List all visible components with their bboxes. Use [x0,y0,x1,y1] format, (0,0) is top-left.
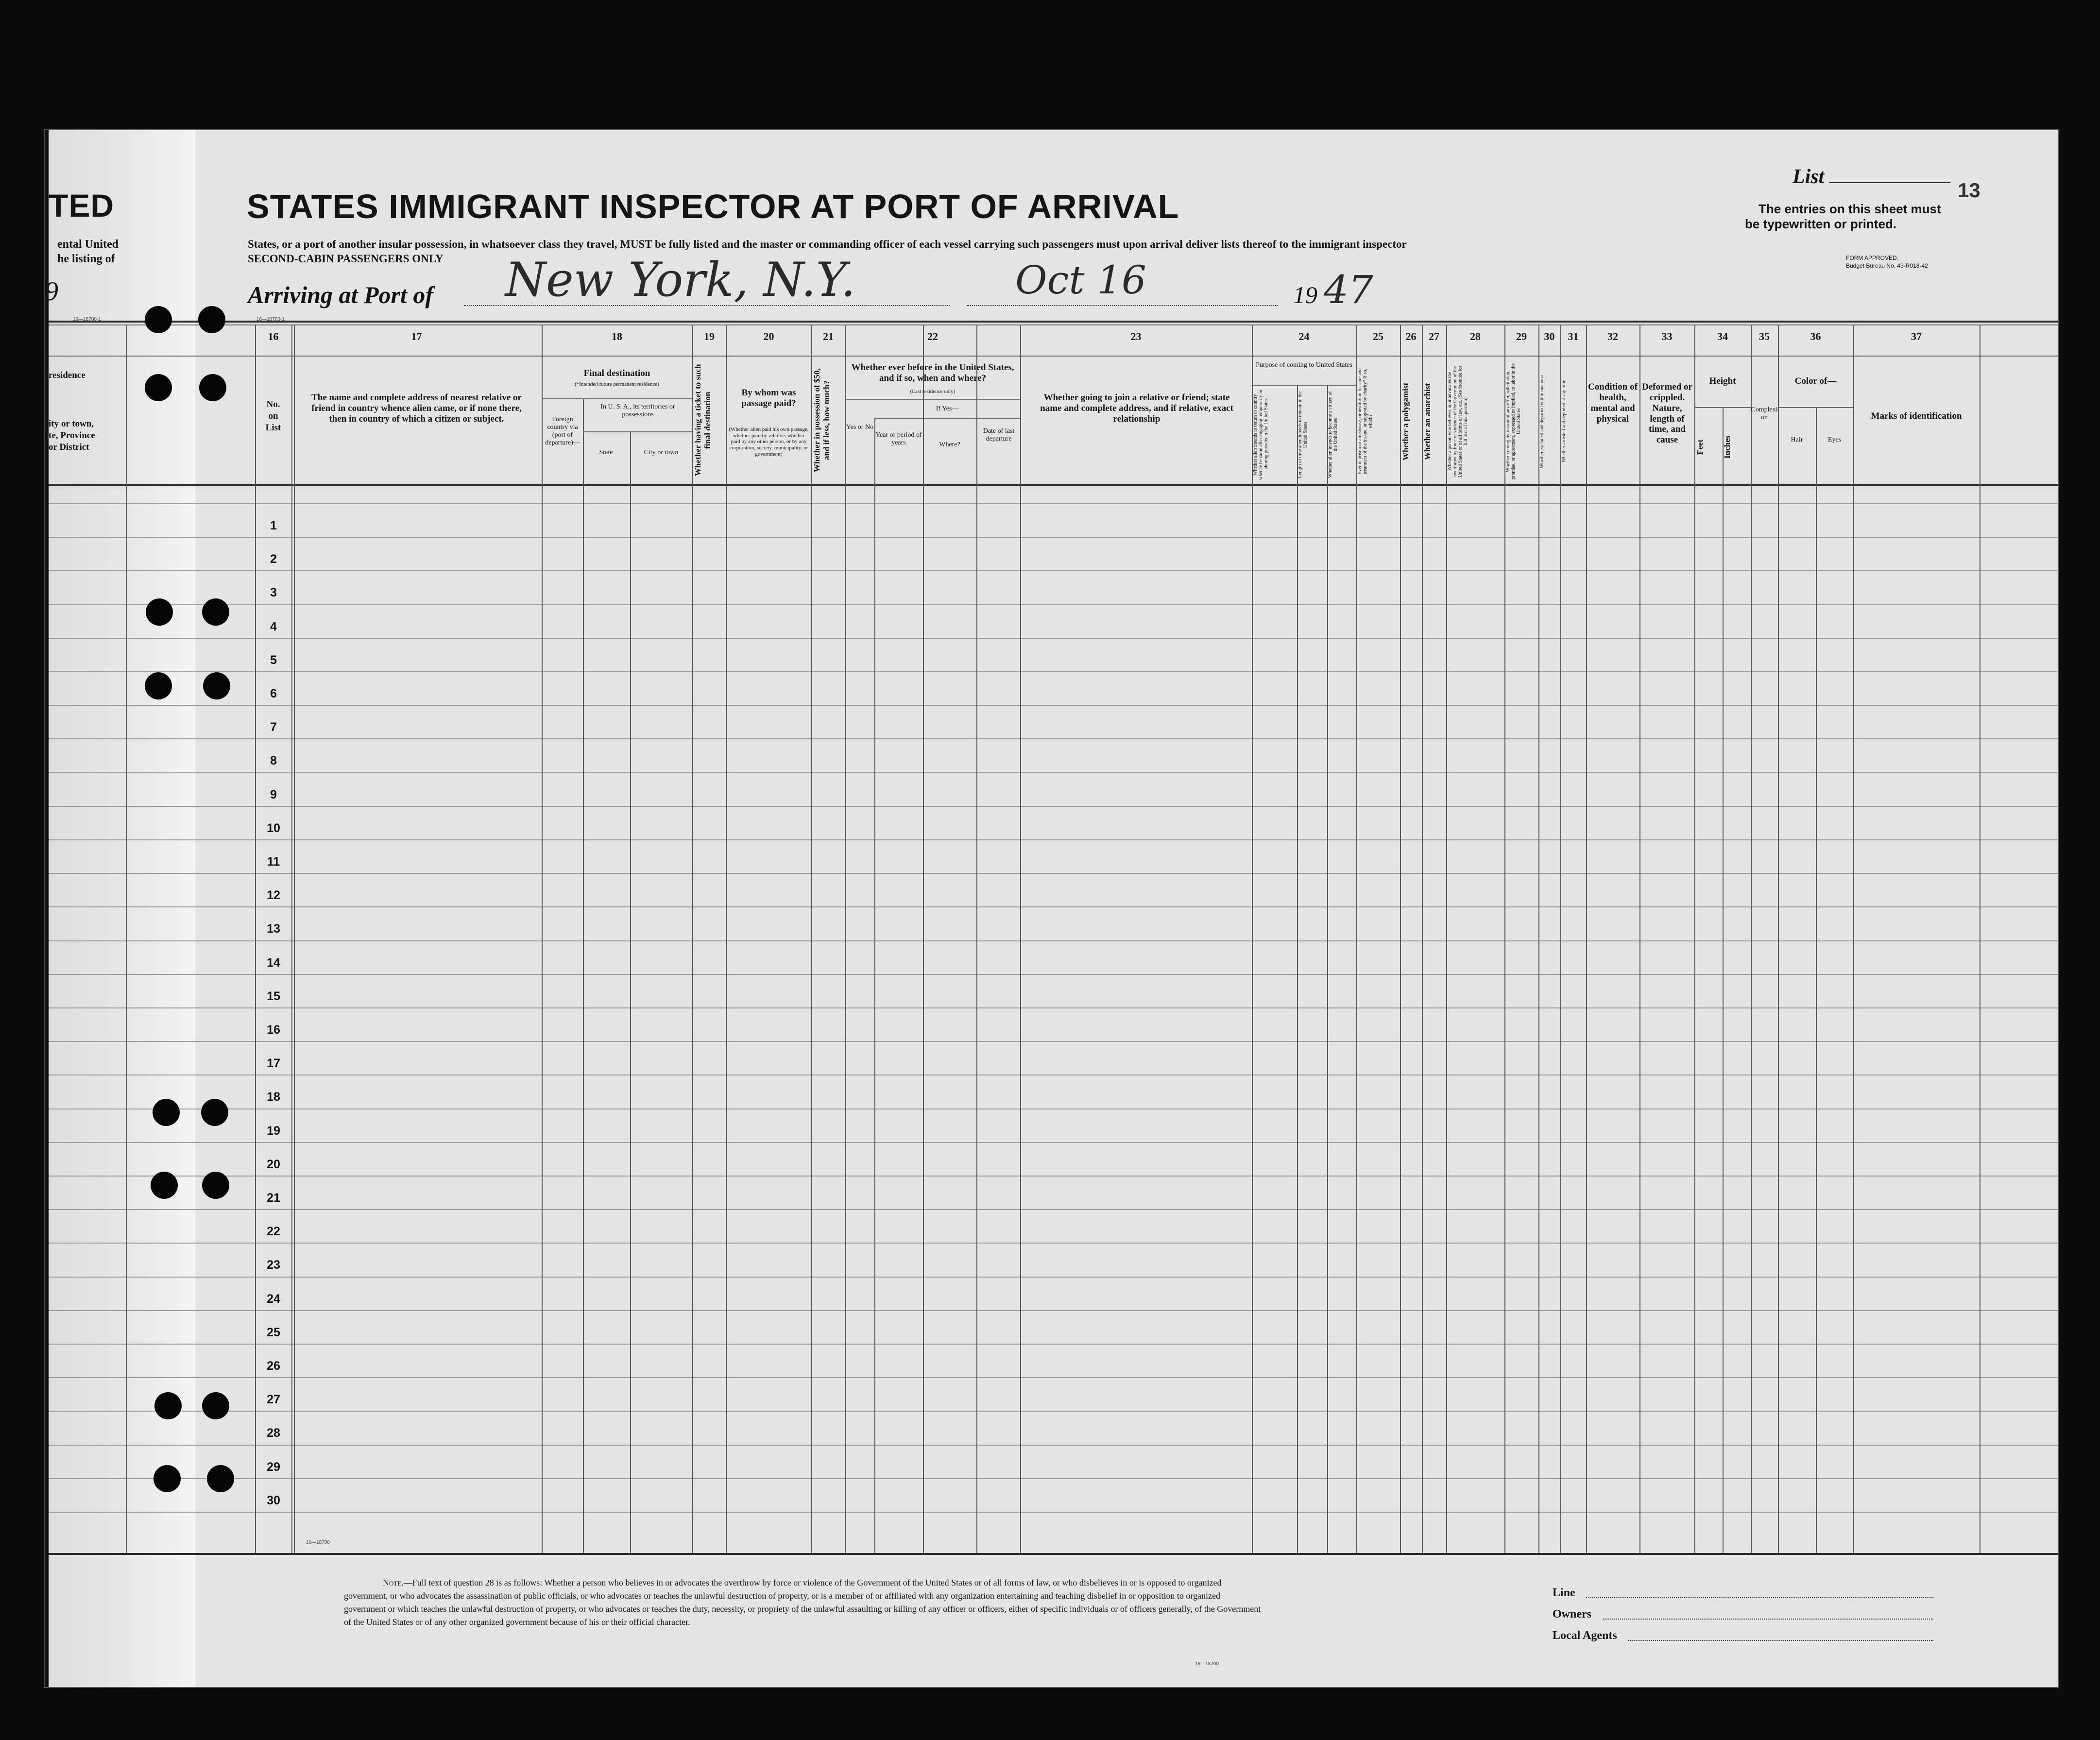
row-rule [49,570,2058,571]
column-number-row-border [49,356,2058,357]
column-rule [845,324,846,1553]
punch-hole [145,672,172,699]
arriving-label: Arriving at Port of [248,281,433,308]
row-number: 7 [270,720,277,734]
row-number: 5 [270,653,277,667]
row-rule [49,940,2058,941]
row-rule [49,604,2058,605]
left-fragment-line2: he listing of [57,253,115,265]
row-number: 6 [270,687,277,700]
row-number: 12 [267,888,280,902]
column-rule [1560,324,1561,1553]
row-number: 16 [267,1023,280,1037]
row-number: 9 [270,788,277,802]
punch-hole [202,598,229,626]
h20-title: By whom was passage paid? [741,388,796,409]
row-rule [49,806,2058,807]
h22-period: Year or period of years [875,431,922,447]
punch-hole [202,1392,229,1419]
punch-hole [145,306,172,333]
column-rule [1778,324,1779,1553]
row-number: 3 [270,586,277,599]
owners-label: Owners [1553,1608,1591,1621]
h22-date: Date of last departure [983,427,1015,443]
punch-hole [202,1172,229,1199]
h37-header: Marks of identification [1871,411,1962,421]
row-rule [49,873,2058,874]
agents-label: Local Agents [1553,1629,1617,1642]
column-rule [1751,324,1752,1553]
row-rule [49,974,2058,975]
colnum-27: 27 [1429,330,1439,342]
colnum-34: 34 [1717,330,1728,342]
no-on-list-3: List [265,423,281,433]
row-number: 23 [267,1258,280,1272]
h22-title: Whether ever before in the United States, and if so, when and where? [851,362,1014,383]
column-rule [874,418,875,1553]
colnum-19: 19 [704,330,715,342]
colnum-33: 33 [1661,330,1673,342]
row-rule [49,671,2058,672]
column-rule [1400,324,1401,1553]
punch-hole [151,1172,178,1199]
h18-city: City or town [644,449,679,456]
punch-hole [154,1392,182,1419]
h18-sub-border [542,398,692,399]
h34-sub-border [1694,407,1751,408]
row-rule [49,1344,2058,1345]
colnum-17: 17 [411,330,422,342]
column-rule [1853,324,1854,1553]
row-rule [49,772,2058,773]
h22-sub: (Last residence only) [910,389,956,394]
colnum-37: 37 [1911,330,1922,342]
column-rule [1297,385,1298,1553]
header-bottom-border [49,484,2058,486]
row-number: 30 [267,1494,280,1507]
h30-header: Whether excluded and deported within one year [1539,375,1545,468]
row-number: 21 [267,1191,280,1205]
table-top-border-inner [49,324,2058,325]
column-rule [811,324,812,1553]
h18-usa: In U. S. A., its territories or possessions [600,403,675,419]
column-rule [1356,324,1357,1553]
row-number: 19 [267,1124,280,1138]
form-approved-1: FORM APPROVED. [1846,255,1899,261]
column-rule [1639,324,1640,1553]
h29-header: Whether coming by reason of any offer, solicitation, promise, or agreement, expressed or implied, to labor in the United States [1505,363,1521,479]
h25-header: Ever in prison or almshouse, or institution for care and treatment of the insane, or supported by charity? If so, which? [1357,368,1373,475]
colnum-22: 22 [927,330,938,342]
h36-title: Color of— [1794,376,1837,386]
row-number: 22 [267,1225,280,1238]
row-rule [49,537,2058,538]
h24-a: Whether alien intends to return to country whence he came after engaging temporarily in laboring pursuits in the United States [1253,390,1269,480]
h22-where: Where? [939,441,960,448]
note-text: —Full text of question 28 is as follows: Whether a person who believes in or advocates the overthrow by force or violence of the Government of the United States or of all forms of law, or who disbelieves in or is opposed to organized government, or who advocates the assassination of public officials, or who advocates or teaches the unlawful destruction of property, or is a member of or affiliated with any organization entertaining and teaching disbelief in or opposition to organized government or which teaches the unlawful destruction of property, or who advocates or teaches the duty, necessity, or propriety of the unlawful assaulting or killing of any officer or officers, either of specific individuals or of officers generally, of the Government of the United States or of any other organized government because of his or their official character. [344,1578,1261,1627]
row-rule [49,906,2058,907]
colnum-28: 28 [1470,330,1481,342]
h18-usa-border [583,431,692,432]
row-number: 17 [267,1057,280,1070]
line-label: Line [1553,1586,1575,1599]
colnum-21: 21 [823,330,834,342]
left-form-code: 16—18700-1 [73,317,101,322]
left-fragment-title: TED [49,188,114,223]
table-form-code: 16—18700 [306,1540,330,1545]
h36-hair: Hair [1791,436,1803,444]
h26-header: Whether a polygamist [1401,382,1410,461]
row-number: 2 [270,552,277,566]
page-title: STATES IMMIGRANT INSPECTOR AT PORT OF ARRIVAL [247,188,1179,225]
punch-hole [145,374,172,401]
column-rule [1020,324,1021,1553]
manifest-sheet [45,130,2058,1687]
list-number: 13 [1958,179,1980,202]
h34-inches: Inches [1723,435,1732,459]
left-fragment-line1: ental United [57,238,119,251]
colnum-26: 26 [1405,330,1417,342]
row-number: 25 [267,1326,280,1339]
port-handwritten: New York, N.Y. [505,253,856,307]
row-rule [49,1310,2058,1311]
row-rule [49,1377,2058,1378]
row-number: 26 [267,1359,280,1373]
year-prefix: 19 [1293,281,1317,308]
row-number: 18 [267,1090,280,1104]
row-rule [49,1411,2058,1412]
column-rule [1586,324,1587,1553]
form-approved-2: Budget Bureau No. 43-R018-42 [1846,262,1928,269]
h35-header: Complexion [1751,406,1778,422]
punch-hole [203,672,230,699]
h23-header: Whether going to join a relative or friend; state name and complete address, and if relative, exact relationship [1040,392,1233,424]
agents-dotted [1628,1640,1933,1641]
row-number: 13 [267,922,280,936]
row-number: 11 [267,855,280,869]
h36-eyes: Eyes [1827,436,1842,444]
colnum-32: 32 [1607,330,1618,342]
table-top-border [49,321,2058,323]
punch-hole [199,374,226,401]
h33-header: Deformed or crippled. Nature, length of time, and cause [1642,382,1692,445]
colnum-18: 18 [612,330,622,342]
page-edge [45,130,49,1687]
left-city-header: ity or town, [49,419,94,429]
row-rule [49,1478,2058,1479]
h17-header: The name and complete address of nearest relative or friend in country whence alien came, or if none there, then in country of which a citizen or subject. [311,392,522,424]
row-rule [49,1041,2058,1042]
colnum-25: 25 [1373,330,1383,342]
left-residence-header: residence [49,370,85,380]
column-rule [976,324,977,1553]
row-number: 27 [267,1393,280,1406]
owners-dotted [1603,1619,1933,1620]
h27-header: Whether an anarchist [1423,383,1432,460]
punch-hole [154,1465,181,1492]
column-rule [1538,324,1539,1553]
column-rule [1723,407,1724,1553]
column-rule [692,324,693,1553]
mid-form-code: 16—18700-1 [256,317,285,322]
row-number: 14 [267,956,280,970]
cabin-class: SECOND-CABIN PASSENGERS ONLY [248,253,444,265]
h24-title: Purpose of coming to United States [1256,361,1352,369]
column-rule [1446,324,1447,1553]
line-dotted [1586,1597,1933,1598]
no-on-list-1: No. [266,399,280,409]
colnum-16: 16 [268,330,279,342]
h19-header: Whether having a ticket to such final destination [693,364,712,477]
column-rule [291,324,292,1553]
note-label: Note. [383,1578,404,1587]
row-rule [49,503,2058,504]
typewritten-note-2: be typewritten or printed. [1745,217,1897,231]
h20-sub: (Whether alien paid his own passage, whether paid by relative, whether paid by any other person, or by any corporation, society, municipality, or government) [729,426,809,457]
table-bottom-border [49,1553,2058,1555]
h18-state: State [599,449,613,456]
row-rule [49,1512,2058,1513]
row-number: 20 [267,1158,280,1171]
no-on-list-2: on [268,411,278,421]
colnum-24: 24 [1298,330,1310,342]
typewritten-note-1: The entries on this sheet must [1759,202,1941,216]
footnote [344,1576,1262,1629]
row-number: 29 [267,1460,280,1474]
column-rule [1504,324,1505,1553]
colnum-35: 35 [1759,330,1770,342]
h21-header: Whether in possession of $50, and if less, how much? [812,368,831,472]
h18-foreign: Foreign country via (port of departure)— [545,416,580,447]
row-number: 8 [270,754,277,768]
h34-title: Height [1709,376,1736,386]
punch-hole [198,306,225,333]
h22-ifyes: If Yes— [936,405,959,412]
year-handwritten: 47 [1324,267,1373,312]
colnum-23: 23 [1130,330,1142,342]
list-label: List [1793,166,1825,188]
row-rule [49,1243,2058,1244]
colnum-31: 31 [1568,330,1579,342]
column-rule [1422,324,1423,1553]
left-district-header: or District [49,442,89,452]
h32-header: Condition of health, mental and physical [1588,382,1638,424]
column-rule [294,324,295,1553]
row-rule [49,638,2058,639]
row-number: 4 [270,620,277,633]
h18-sub: (*Intended future permanent residence) [575,381,659,387]
row-number: 10 [267,821,280,835]
h31-header: Whether arrested and deported at any time [1561,380,1567,463]
h22-sub-border [845,399,1020,400]
h24-sub-border [1252,385,1356,386]
colnum-36: 36 [1810,330,1821,342]
left-fragment-number: 9 [45,276,58,307]
punch-hole [207,1465,234,1492]
punch-hole [153,1099,180,1126]
row-rule [49,1277,2058,1278]
colnum-30: 30 [1544,330,1555,342]
row-rule [49,1209,2058,1210]
punch-hole [201,1099,228,1126]
column-rule [583,398,584,1553]
row-rule [49,1445,2058,1446]
row-rule [49,1142,2058,1143]
column-rule [726,324,727,1553]
h18-title: Final destination [583,368,650,378]
date-handwritten: Oct 16 [1015,257,1146,303]
column-rule [1816,407,1817,1553]
h24-c: Whether alien intends to become a citizen of the United States [1328,391,1338,478]
left-fold-page [45,130,195,1687]
h28-header: Whether a person who believes in or advocates the overthrow by force or violence of the Government of the United States or of all forms of law, etc. (See footnote for full text of this question) [1447,365,1468,478]
left-state-header: te, Province [49,430,95,441]
column-rule [923,324,924,1553]
column-rule [126,324,127,1553]
instruction-text: States, or a port of another insular possession, in whatsoever class they travel, MUST be fully listed and the master or commanding officer of each vessel carrying such passengers must upon arrival deliver lists thereof to the immigrant inspector [248,238,1407,250]
column-rule [1252,324,1253,1553]
h22-yesno: Yes or No [846,424,874,431]
list-line [1829,182,1950,183]
row-rule [49,738,2058,739]
row-rule [49,839,2058,840]
column-rule [542,324,543,1553]
row-rule [49,1176,2058,1177]
h24-b: Length of time alien intends to remain in the United States [1298,391,1308,478]
row-rule [49,1007,2058,1008]
column-rule [1694,324,1695,1553]
colnum-29: 29 [1516,330,1527,342]
row-number: 1 [270,519,277,532]
punch-hole [146,598,173,626]
h34-feet: Feet [1695,439,1705,455]
column-rule [255,324,256,1553]
row-number: 24 [267,1292,280,1306]
column-rule [1327,385,1328,1553]
row-number: 28 [267,1426,280,1440]
row-number: 15 [267,989,280,1003]
h22-ifyes-border [874,418,1020,419]
row-rule [49,705,2058,706]
note-form-code: 16—18700 [1195,1661,1219,1667]
colnum-20: 20 [763,330,774,342]
column-rule [630,431,631,1553]
date-dotted-line [967,305,1278,306]
h36-sub-border [1778,407,1853,408]
